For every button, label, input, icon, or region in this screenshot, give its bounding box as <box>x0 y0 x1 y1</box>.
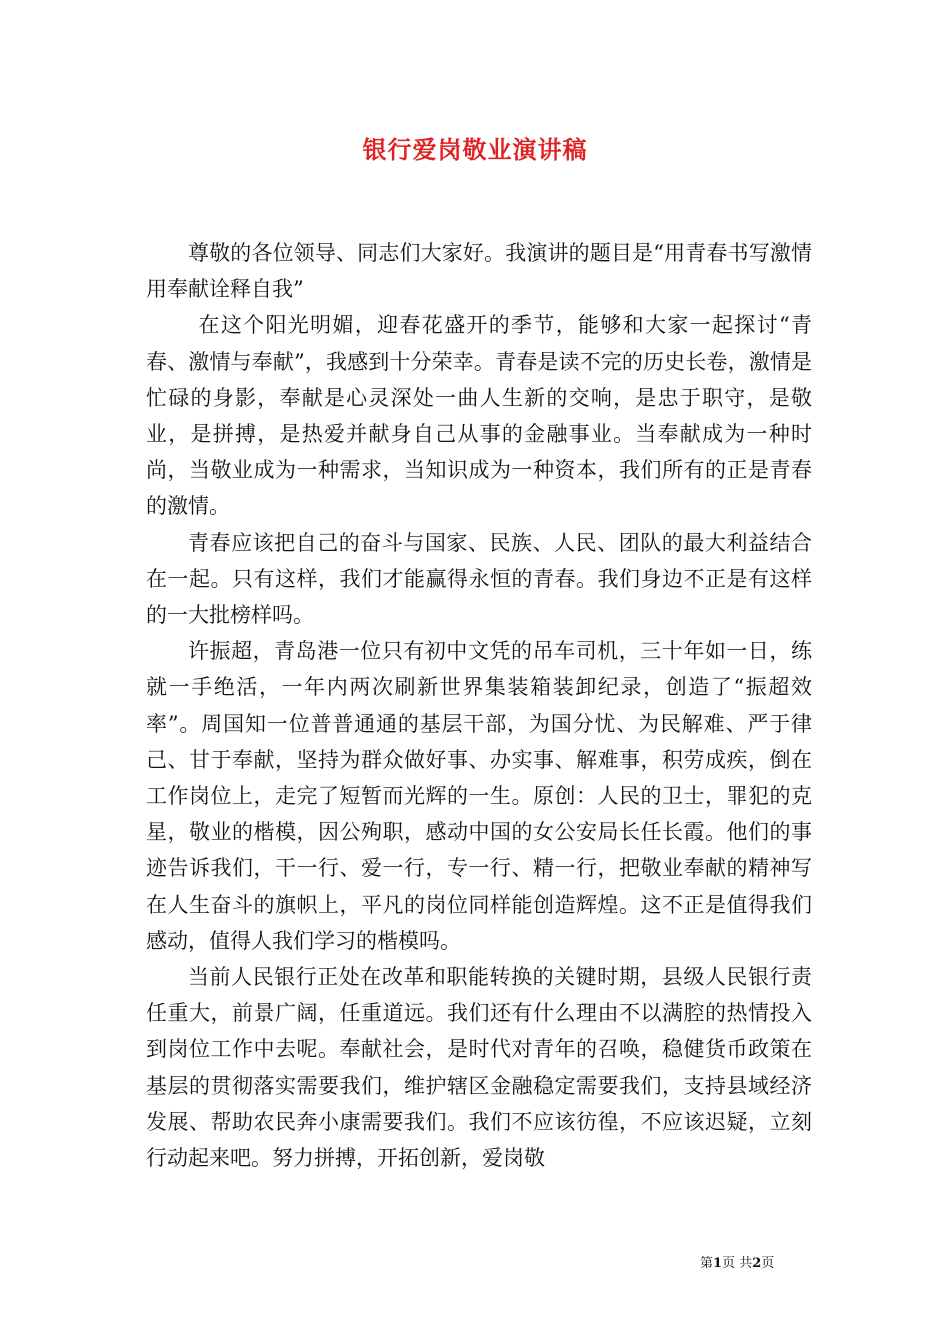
page-number-footer <box>700 1252 820 1271</box>
paragraph-greeting: 尊敬的各位领导、同志们大家好。我演讲的题目是“用青春书写激情用奉献诠释自我” <box>146 241 812 302</box>
document-body <box>146 235 812 1176</box>
footer-total-pages: 2 <box>752 1256 762 1271</box>
paragraph-role-models: 许振超，青岛港一位只有初中文凭的吊车司机，三十年如一日，练就一手绝活，一年内两次刷新世界集装箱装卸纪录，创造了“振超效率”。周国知一位普普通通的基层干部，为国分忧、为民解难、严于律己、甘于奉献，坚持为群众做好事、办实事、解难事，积劳成疾，倒在工作岗位上，走完了短暂而光辉的一生。原创：人民的卫士，罪犯的克星，敬业的楷模，因公殉职，感动中国的女公安局长任长霞。他们的事迹告诉我们，干一行、爱一行，专一行、精一行，把敬业奉献的精神写在人生奋斗的旗帜上，平凡的岗位同样能创造辉煌。这不正是值得我们感动，值得人我们学习的楷模吗。 <box>146 639 812 953</box>
footer-suffix: 页 <box>761 1256 775 1271</box>
footer-prefix: 第 <box>700 1256 714 1271</box>
paragraph-youth: 青春应该把自己的奋斗与国家、民族、人民、团队的最大利益结合在一起。只有这样，我们才能赢得永恒的青春。我们身边不正是有这样的一大批榜样吗。 <box>146 530 812 628</box>
document-title: 银行爱岗敬业演讲稿 <box>362 135 588 164</box>
paragraph-current-bank: 当前人民银行正处在改革和职能转换的关键时期，县级人民银行责任重大，前景广阔，任重道远。我们还有什么理由不以满腔的热情投入到岗位工作中去呢。奉献社会，是时代对青年的召唤，稳健货币政策在基层的贯彻落实需要我们，维护辖区金融稳定需要我们，支持县域经济发展、帮助农民奔小康需要我们。我们不应该彷徨，不应该迟疑，立刻行动起来吧。努力拼搏，开拓创新，爱岗敬 <box>146 965 812 1171</box>
footer-current-page: 1 <box>713 1256 723 1271</box>
footer-middle: 页 共 <box>722 1256 753 1271</box>
paragraph-spring: 在这个阳光明媚，迎春花盛开的季节，能够和大家一起探讨“青春、激情与奉献”，我感到十分荣幸。青春是读不完的历史长卷，激情是忙碌的身影，奉献是心灵深处一曲人生新的交响，是忠于职守，是敬业，是拼搏，是热爱并献身自己从事的金融事业。当奉献成为一种时尚，当敬业成为一种需求，当知识成为一种资本，我们所有的正是青春的激情。 <box>146 313 812 519</box>
